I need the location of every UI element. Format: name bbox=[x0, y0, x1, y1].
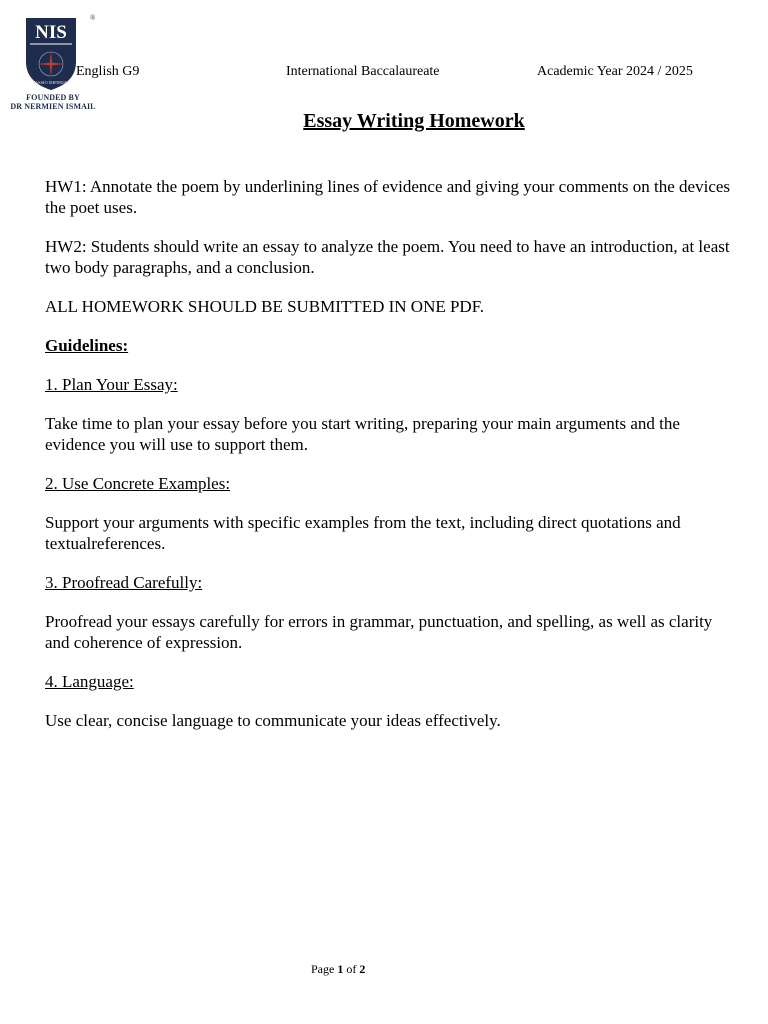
logo-motto: PASSIO IMPERIAT bbox=[32, 80, 70, 85]
page-word: Page bbox=[311, 962, 335, 976]
total-pages: 2 bbox=[359, 962, 366, 976]
guideline-heading: 3. Proofread Carefully: bbox=[45, 573, 203, 592]
founded-by bbox=[10, 93, 96, 111]
document-body bbox=[45, 176, 735, 749]
page-title: Essay Writing Homework bbox=[303, 110, 525, 132]
header-program: International Baccalaureate bbox=[286, 64, 440, 79]
founded-by-line2: DR NERMIEN ISMAIL bbox=[10, 102, 96, 111]
header-academic-year: Academic Year 2024 / 2025 bbox=[537, 64, 693, 79]
submission-note: ALL HOMEWORK SHOULD BE SUBMITTED IN ONE PDF. bbox=[45, 297, 485, 316]
guideline-text: Use clear, concise language to communicate your ideas effectively. bbox=[45, 711, 501, 730]
guidelines-heading: Guidelines: bbox=[45, 336, 129, 355]
guideline-text: Support your arguments with specific examples from the text, including direct quotations and textualreferences. bbox=[45, 513, 681, 553]
guideline-heading: 2. Use Concrete Examples: bbox=[45, 474, 231, 493]
guideline-text: Take time to plan your essay before you start writing, preparing your main arguments and the evidence you will use to support them. bbox=[45, 414, 680, 454]
current-page: 1 bbox=[337, 962, 344, 976]
logo-initials: NIS bbox=[35, 22, 67, 43]
of-word: of bbox=[346, 962, 357, 976]
header-subject: English G9 bbox=[76, 64, 140, 79]
founded-by-line1: FOUNDED BY bbox=[26, 93, 80, 102]
guideline-heading: 4. Language: bbox=[45, 672, 134, 691]
hw1-text: HW1: Annotate the poem by underlining lines of evidence and giving your comments on the devices the poet uses. bbox=[45, 177, 731, 217]
registered-mark: ® bbox=[90, 14, 96, 22]
page-number bbox=[311, 962, 365, 977]
hw2-text: HW2: Students should write an essay to analyze the poem. You need to have an introduction, at least two body paragraphs, and a conclusion. bbox=[45, 237, 730, 277]
guideline-text: Proofread your essays carefully for errors in grammar, punctuation, and spelling, as well as clarity and coherence of expression. bbox=[45, 612, 713, 652]
guideline-heading: 1. Plan Your Essay: bbox=[45, 375, 178, 394]
